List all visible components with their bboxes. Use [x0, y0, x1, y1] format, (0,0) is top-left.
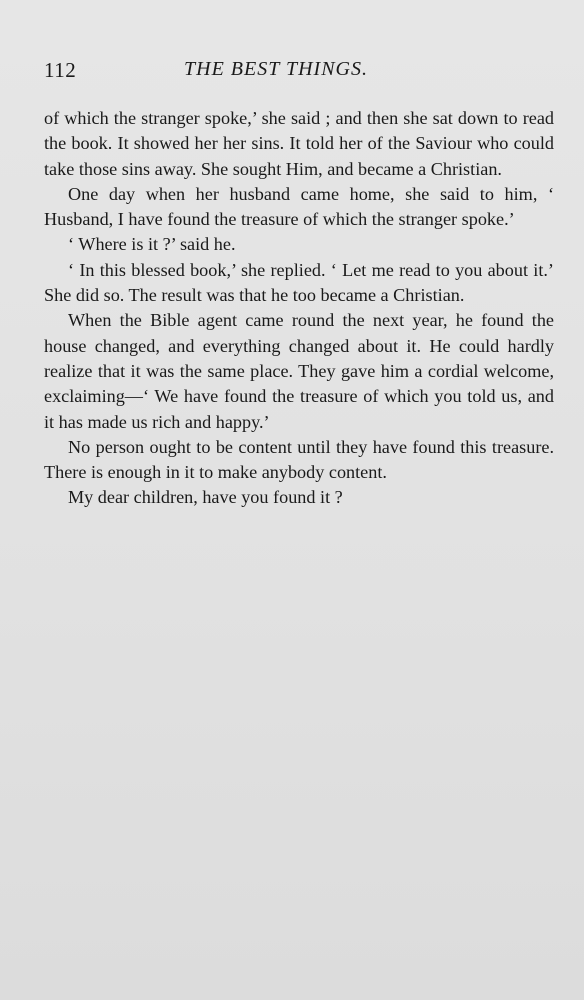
paragraph: of which the stranger spoke,’ she said ; and then she sat down to read the book. It showed her her sins. It told her of the Saviour who could take those sins away. She sought Him, and became a Christian. [44, 108, 554, 179]
paragraph: One day when her husband came home, she said to him, ‘ Husband, I have found the treasure of which the stranger spoke.’ [44, 183, 554, 230]
paragraph: ‘ Where is it ?’ said he. [68, 234, 236, 255]
running-title: THE BEST THINGS. [184, 58, 368, 80]
paragraph: When the Bible agent came round the next year, he found the house changed, and everything changed about it. He could hardly realize that it was the same place. They gave him a cordial welcome, exclaiming—‘ We have found the treasure of which you told us, and it has made us rich and happy.’ [44, 310, 554, 432]
paragraph: ‘ In this blessed book,’ she replied. ‘ Let me read to you about it.’ She did so. The result was that he too became a Christian. [44, 259, 554, 306]
paragraph: No person ought to be content until they have found this treasure. There is enough in it to make anybody content. [44, 436, 554, 483]
closing-question: My dear children, have you found it ? [68, 487, 343, 508]
page-number: 112 [44, 58, 77, 82]
page-header [44, 58, 554, 88]
body-text [44, 106, 554, 511]
